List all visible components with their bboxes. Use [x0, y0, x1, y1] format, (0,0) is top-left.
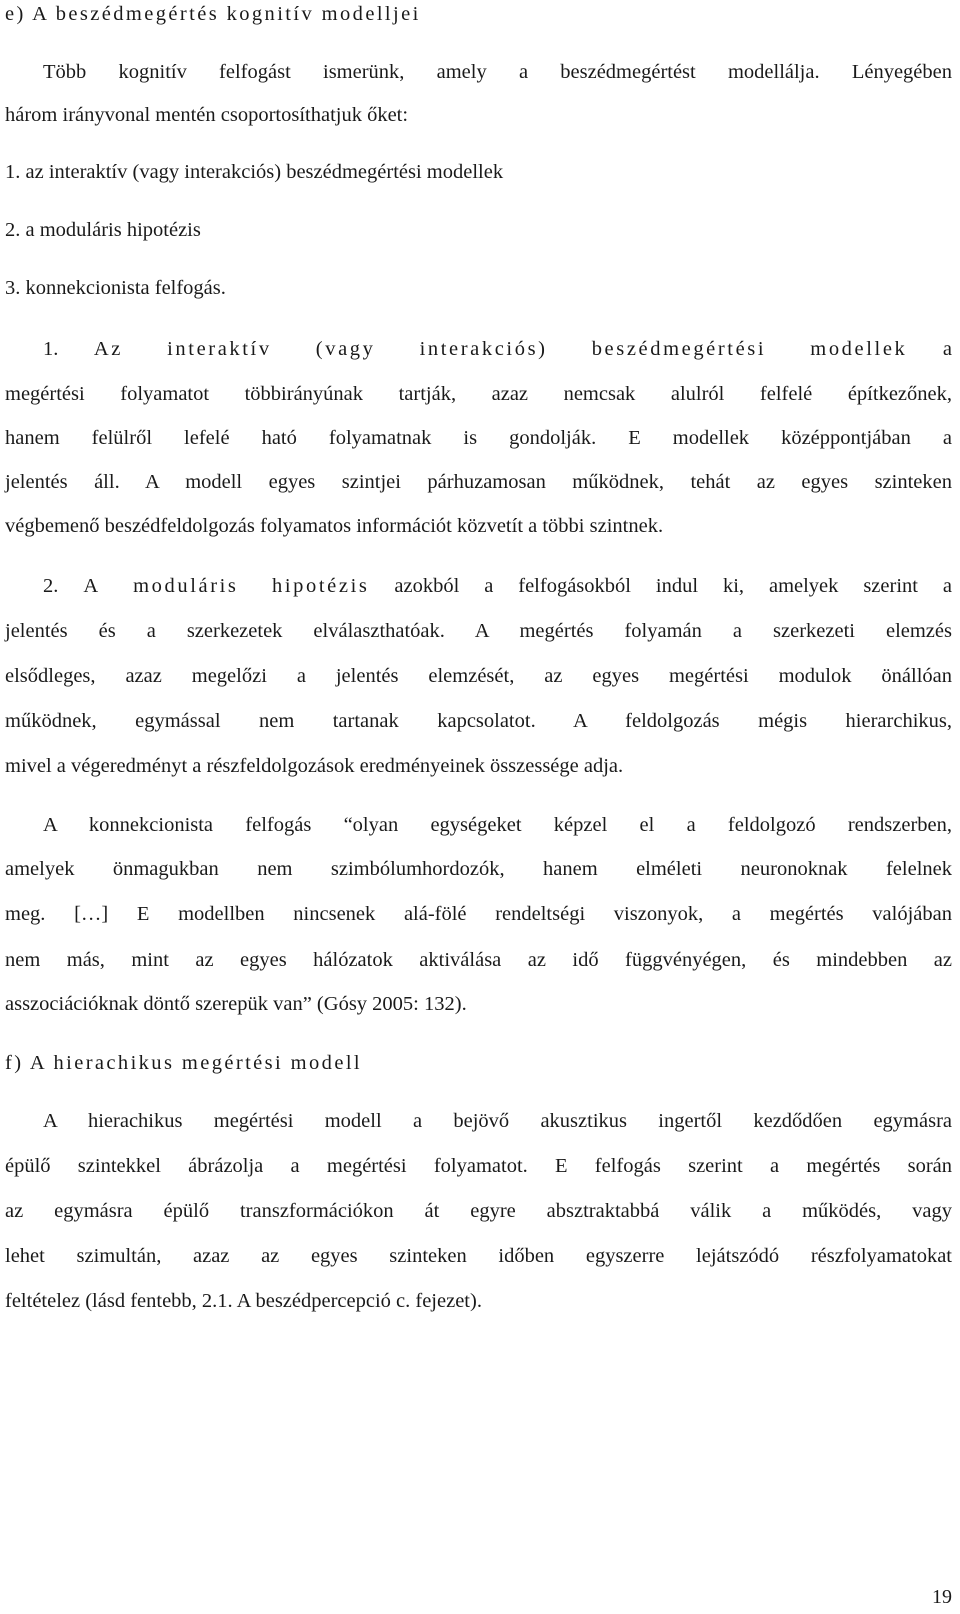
p3-line-1: A konnekcionista felfogás “olyan egységeket képzel el a feldolgozó rendszerben, — [43, 814, 952, 836]
p4-line-1: A hierachikus megértési modell a bejövő akusztikus ingertől kezdődően egymásra — [43, 1110, 952, 1132]
section-heading-e: e) A beszédmegértés kognitív modelljei — [5, 3, 421, 25]
p1-line-1 — [43, 335, 952, 363]
p4-line-5: feltételez (lásd fentebb, 2.1. A beszédpercepció c. fejezet). — [5, 1290, 482, 1312]
list-item-3: 3. konnekcionista felfogás. — [5, 277, 226, 299]
list-item-2: 2. a moduláris hipotézis — [5, 219, 201, 241]
p3-line-5: asszociációknak döntő szerepük van” (Gósy 2005: 132). — [5, 993, 467, 1015]
p2-line-5: mivel a végeredményt a részfeldolgozások eredményeinek összessége adja. — [5, 755, 624, 777]
p4-line-3: az egymásra épülő transzformációkon át egyre absztraktabbá válik a működés, vagy — [5, 1200, 952, 1222]
p3-line-4: nem más, mint az egyes hálózatok aktiválása az idő függvényégen, és mindebben az — [5, 949, 952, 971]
p3-line-3: meg. […] E modellben nincsenek alá-fölé rendeltségi viszonyok, a megértés valójában — [5, 903, 952, 925]
section-heading-f: f) A hierachikus megértési modell — [5, 1052, 363, 1074]
p2-number: 2. — [43, 575, 59, 597]
p1-line-2: megértési folyamatot többirányúnak tartják, azaz nemcsak alulról felfelé építkezőnek, — [5, 383, 952, 405]
p1-line-4: jelentés áll. A modell egyes szintjei párhuzamosan működnek, tehát az egyes szinteken — [5, 471, 952, 493]
intro-line-1: Több kognitív felfogást ismerünk, amely a beszédmegértést modellálja. Lényegében — [43, 61, 952, 83]
p1-line-1-rest: a — [942, 338, 953, 360]
p4-line-4: lehet szimultán, azaz az egyes szinteken időben egyszerre lejátszódó részfolyamatokat — [5, 1245, 952, 1267]
p1-line-5: végbemenő beszédfeldolgozás folyamatos információt közvetít a többi szintnek. — [5, 515, 664, 537]
p2-line-3: elsődleges, azaz megelőzi a jelentés elemzését, az egyes megértési modulok önállóan — [5, 665, 952, 687]
p3-line-2: amelyek önmagukban nem szimbólumhordozók, hanem elméleti neuronoknak felelnek — [5, 858, 952, 880]
p1-emphasis: Az interaktív (vagy interakciós) beszédmegértési modellek — [93, 338, 908, 360]
p1-line-3: hanem felülről lefelé ható folyamatnak is gondolják. E modellek középpontjában a — [5, 427, 952, 449]
p2-line-1-rest: azokból a felfogásokból indul ki, amelyek szerint a — [394, 575, 953, 597]
page-number: 19 — [932, 1586, 952, 1608]
intro-line-2: három irányvonal mentén csoportosíthatjuk őket: — [5, 104, 409, 126]
p2-line-1 — [43, 572, 952, 600]
p1-number: 1. — [43, 338, 59, 360]
p2-line-2: jelentés és a szerkezetek elválaszthatóak. A megértés folyamán a szerkezeti elemzés — [5, 620, 952, 642]
p2-emphasis: A moduláris hipotézis — [83, 575, 370, 597]
p2-line-4: működnek, egymással nem tartanak kapcsolatot. A feldolgozás mégis hierarchikus, — [5, 710, 952, 732]
p4-line-2: épülő szintekkel ábrázolja a megértési folyamatot. E felfogás szerint a megértés során — [5, 1155, 952, 1177]
list-item-1: 1. az interaktív (vagy interakciós) beszédmegértési modellek — [5, 161, 504, 183]
